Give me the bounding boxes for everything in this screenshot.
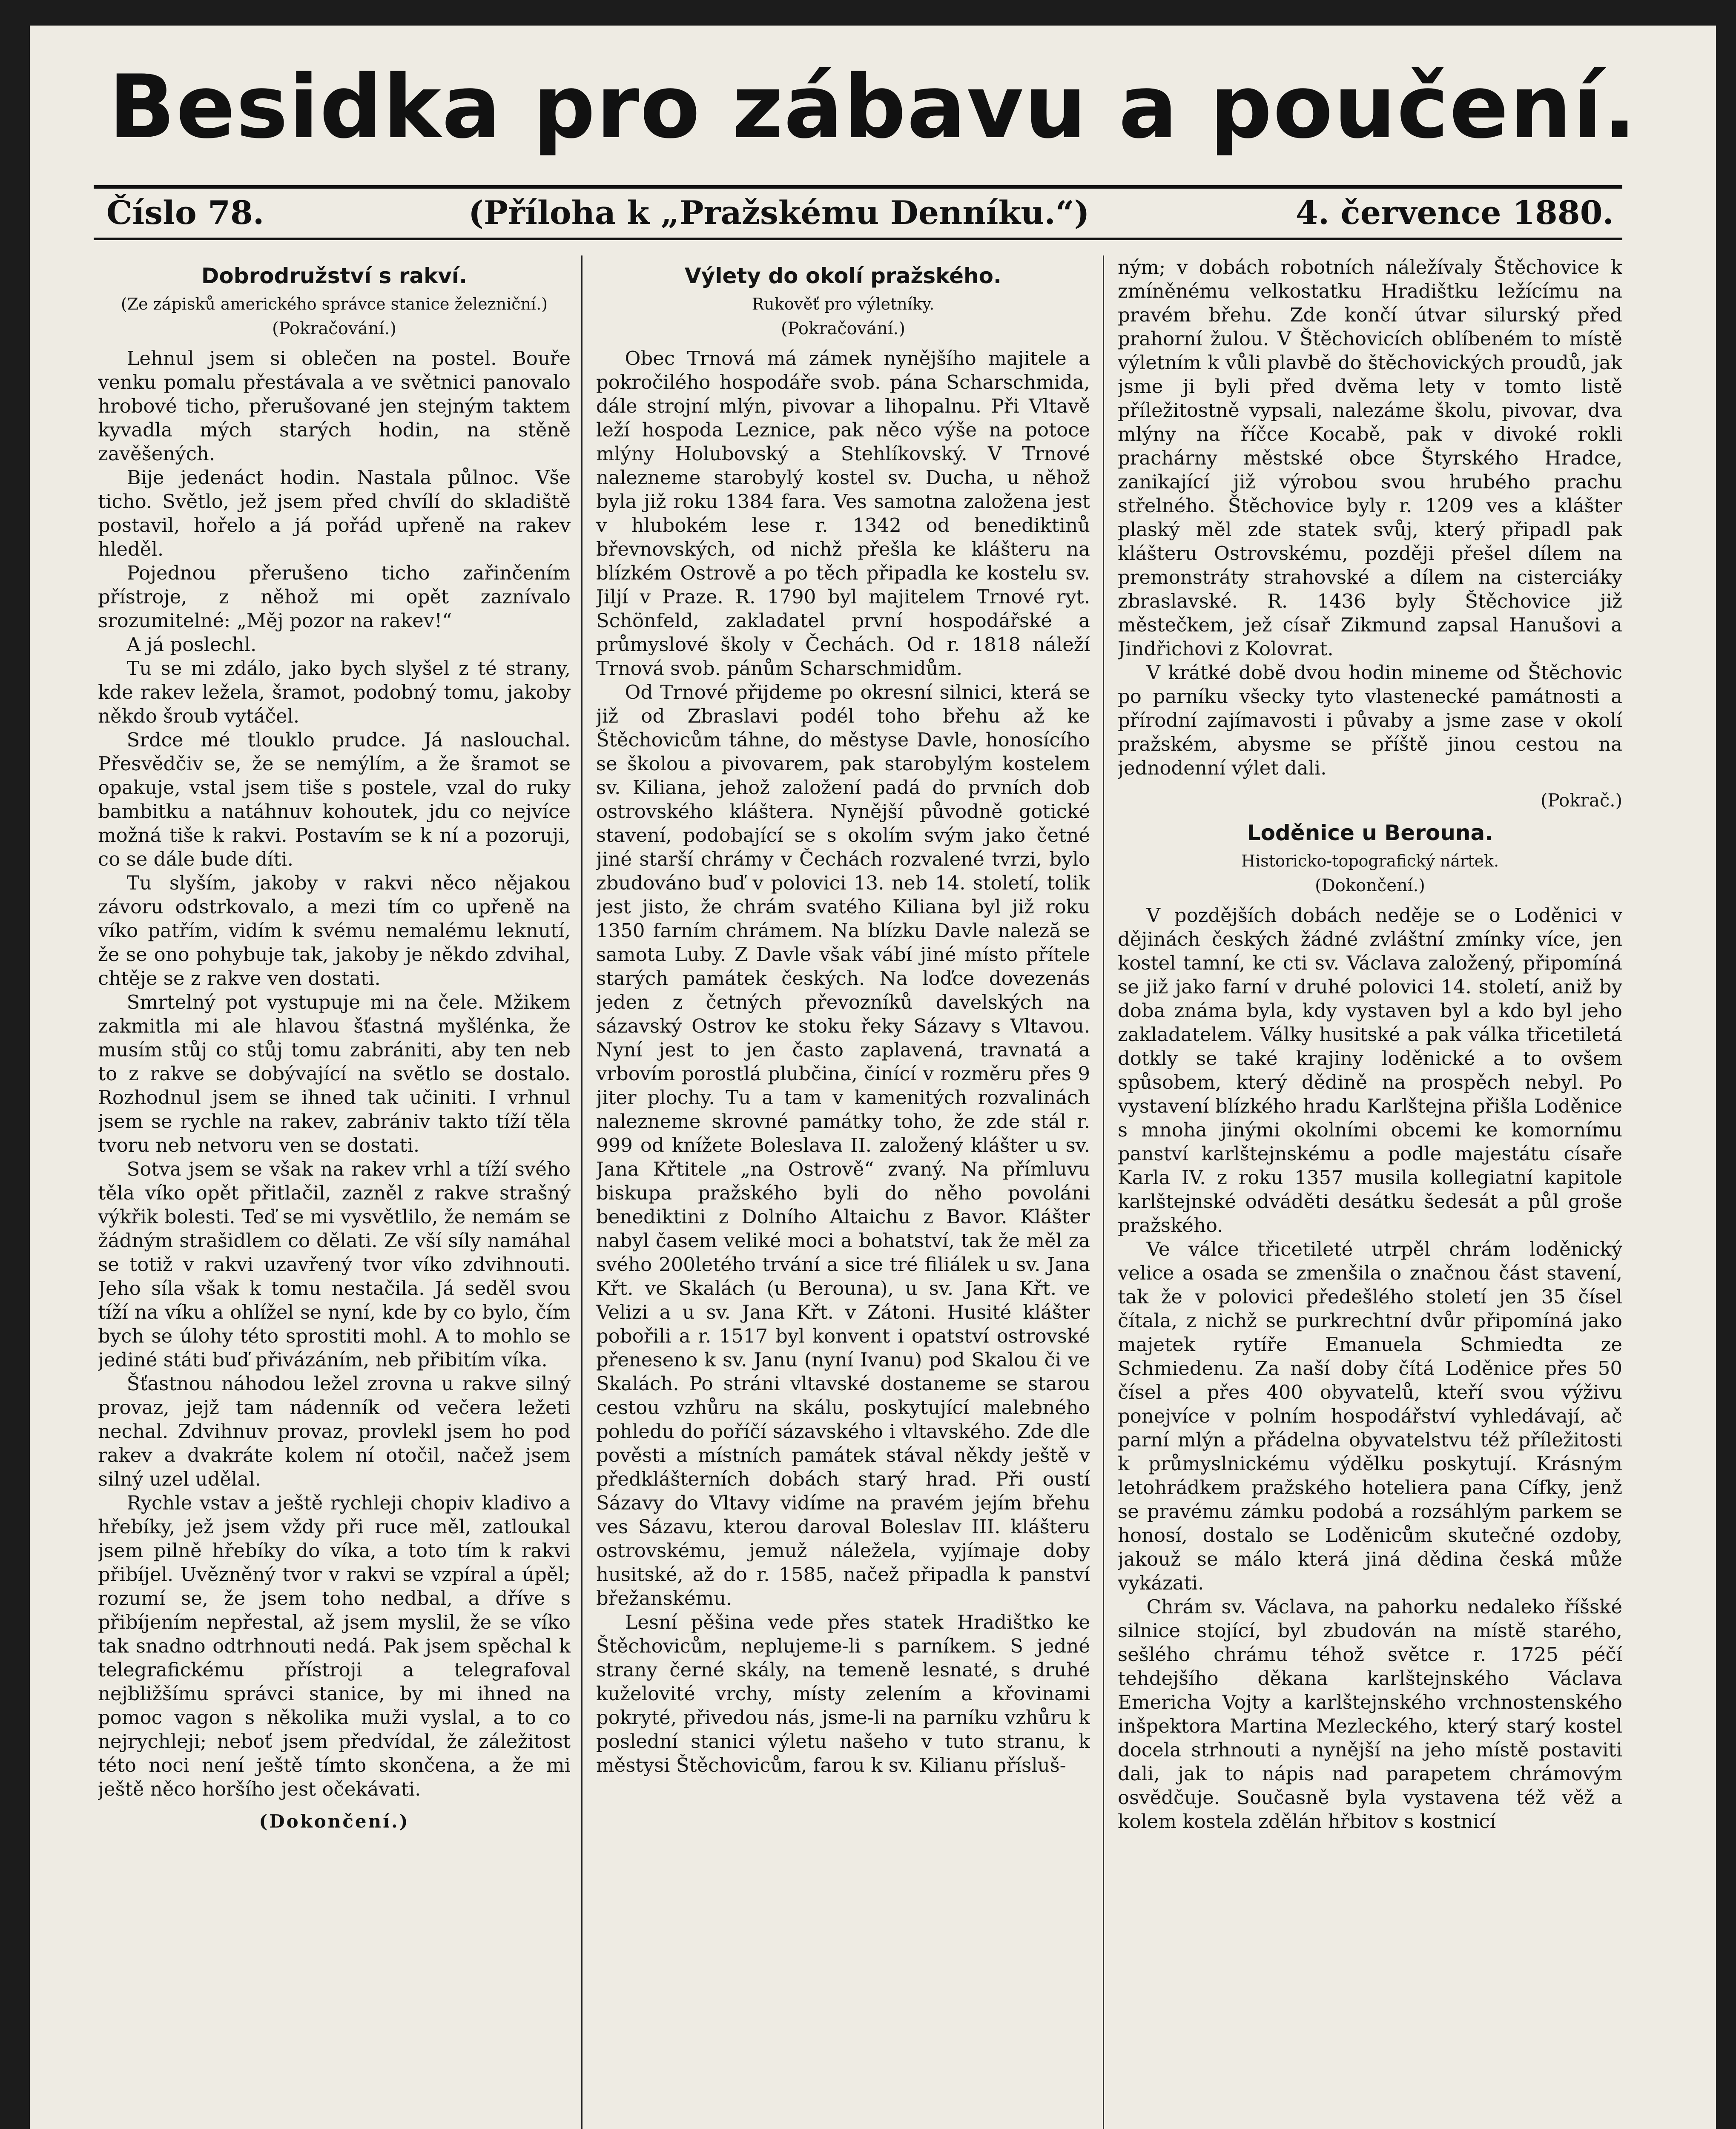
end-note: (Dokončení.) — [259, 1811, 410, 1832]
paragraph: Pojednou přerušeno ticho zařinčením přístroje, z něhož mi opět zaznívalo srozumitelné: „Měj pozor na rakev!“ — [98, 562, 571, 632]
paragraph: Bije jedenáct hodin. Nastala půlnoc. Vše ticho. Světlo, jež jsem před chvílí do skladiště postavil, hořelo a já pořád upřeně na rakev hleděl. — [98, 466, 571, 560]
article-title: Dobrodružství s rakví. — [201, 264, 468, 288]
paragraph: Ve válce třicetileté utrpěl chrám loděnický velice a osada se zmenšila o značnou část stavení, tak že v polovici předešlého století jen 35 čísel čítala, z nichž se purkrechtní dvůr připomíná jako majetek rytíře Emanuela Schmiedta ze Schmiedenu. Za naší doby čítá Loděnice přes 50 čísel a přes 400 obyvatelů, kteří svou výživu ponejvíce v polním hospodářství vyhledávají, ač parní mlýn a přádelna obyvatelstvu též příležitosti k průmyslnickému výdělku poskytují. Krásným letohrádkem pražského hoteliera pana Cífky, jenž se pravému zámku podobá a rozsáhlým parkem se honosí, dostalo se Loděnicům skutečné ozdoby, jakouž se málo která jiná dědina česká může vykázati. — [1118, 1238, 1622, 1594]
article-subtitle: Rukověť pro výletníky. — [752, 295, 935, 313]
paragraph: Srdce mé tlouklo prudce. Já naslouchal. Přesvědčiv se, že se nemýlím, a že šramot se opakuje, vstal jsem tiše s postele, vzal do ruky bambitku a natáhnuv kohoutek, jdu co nejvíce možná tiše k rakvi. Postavím se k ní a pozoruji, co se dále bude díti. — [98, 729, 571, 870]
article-subtitle: Historicko-topografický nártek. — [1241, 852, 1499, 870]
article-subtitle: (Ze zápisků amerického správce stanice železniční.) — [121, 295, 548, 313]
continuation-tail: (Pokrač.) — [1540, 790, 1622, 811]
article-title: Výlety do okolí pražského. — [685, 264, 1001, 288]
masthead-rule-bottom — [94, 238, 1622, 240]
paragraph: Lehnul jsem si oblečen na postel. Bouře venku pomalu přestávala a ve světnici panovalo hrobové ticho, přerušované jen stejným taktem kyvadla mých starých hodin, na stěně zavěšených. — [98, 347, 571, 465]
continuation-note: (Pokračování.) — [781, 319, 905, 339]
paragraph: Smrtelný pot vystupuje mi na čele. Mžikem zakmitla mi ale hlavou šťastná myšlénka, že musím stůj co stůj tomu zabrániti, aby ten neb to z rakve se dobývající na světlo se dostalo. Rozhodnul jsem se ihned tak učiniti. I vrhnul jsem se rychle na rakev, zabrániv takto tíží těla tvoru neb netvoru ven se dostati. — [98, 991, 571, 1156]
paragraph: V krátké době dvou hodin mineme od Štěchovic po parníku všecky tyto vlastenecké památnosti a přírodní zajímavosti i půvaby a jsme zase v okolí pražském, abysme se příště jinou cestou na jednodenní výlet dali. — [1118, 661, 1622, 779]
article-title: Loděnice u Berouna. — [1247, 821, 1493, 845]
paragraph: Tu slyším, jakoby v rakvi něco nějakou závoru odstrkovalo, a mezi tím co upřeně na víko patřím, vidím k svému nemalému leknutí, že se ono pohybuje tak, jakoby je někdo zdvihal, chtěje se z rakve ven dostati. — [98, 872, 571, 990]
issue-date: 4. července 1880. — [1295, 194, 1614, 232]
paragraph: A já poslechl. — [126, 633, 257, 656]
column-1 — [98, 255, 571, 2129]
column-3 — [1118, 255, 1622, 2129]
column-divider — [581, 255, 582, 2129]
paragraph: Od Trnové přijdeme po okresní silnici, která se již od Zbraslavi podél toho břehu až ke Štěchovicům táhne, do městyse Davle, honosícího se školou a pivovarem, pak starobylým kostelem sv. Kiliana, jehož založení padá do prvních dob ostrovského kláštera. Nynější původně gotické stavení, podobající se s okolím svým jako četné jiné starší chrámy v Čechách rozvalené tvrzi, bylo zbudováno buď v polovici 13. neb 14. století, tolik jest jisto, že chrám svatého Kiliana byl již roku 1350 farním chrámem. Na blízku Davle naleză se samota Luby. Z Davle však vábí jiné místo přítele starých památek českých. Na loďce dovezenás jeden z četných převozníků davelských na sázavský Ostrov ke stoku řeky Sázavy s Vltavou. Nyní jest to jen často zaplavená, travnatá a vrbovím porostlá plubčina, činící v rozměru přes 9 jiter plochy. Tu a tam v kamenitých rozvalinách nalezneme skrovné památky toho, že zde stál r. 999 od knížete Boleslava II. založený klášter u sv. Jana Křtitele „na Ostrově“ zvaný. Na přímluvu biskupa pražského byli do něho povoláni benediktini z Dolního Altaichu z Bavor. Klášter nabyl časem veliké moci a bohatství, tak že měl za svého 200letého trvání a sice tré filiálek u sv. Jana Křt. ve Skalách (u Berouna), u sv. Jana Křt. ve Velizi a u sv. Jana Křt. v Zátoni. Husité klášter pobořili a r. 1517 byl konvent i opatství ostrovské přeneseno k sv. Janu (nyní Ivanu) pod Skalou či ve Skalách. Po stráni vltavské dostaneme se starou cestou vzhůru na skálu, poskytující malebného pohledu do poříčí sázavského i vltavského. Zde dle pověsti a místních památek stával někdy ještě v předklášterních dobách starý hrad. Při oustí Sázavy do Vltavy vidíme na pravém jejím břehu ves Sázavu, kterou daroval Boleslav III. klášteru ostrovskému, jemuž náležela, vyjímaje doby husitské, až do r. 1585, načež připadla k panství břežanskému. — [596, 681, 1090, 1610]
paragraph: V pozdějších dobách neděje se o Loděnici v dějinách českých žádné zvláštní zmínky více, jen kostel tamní, ke cti sv. Václava založený, připomíná se již jako farní v druhé polovici 14. století, aniž by doba známa byla, kdy vystaven byl a kdo byl jeho zakladatelem. Války husitské a pak válka třicetiletá dotkly se také krajiny loděnické a to ovšem spůsobem, který dědině na prospěch nebyl. Po vystavení blízkého hradu Karlštejna přišla Loděnice s mnoha jinými okolními obcemi ke komornímu panství karlštejnskému a podle majestátu císaře Karla IV. z roku 1357 musila kollegiatní kapitole karlštejnské odváděti desátku šedesát a půl groše pražského. — [1118, 904, 1622, 1237]
continuation-note: (Dokončení.) — [1315, 876, 1425, 895]
issue-number: Číslo 78. — [106, 194, 264, 232]
column-2 — [596, 255, 1090, 2129]
continuation-note: (Pokračování.) — [272, 319, 396, 339]
masthead-rule-top — [94, 185, 1622, 189]
paragraph: Tu se mi zdálo, jako bych slyšel z té strany, kde rakev ležela, šramot, podobný tomu, jakoby někdo šroub vytáčel. — [98, 657, 571, 727]
paragraph: Šťastnou náhodou ležel zrovna u rakve silný provaz, jejž tam nádenník od večera ležeti nechal. Zdvihnuv provaz, provlekl jsem ho pod rakev a dvakráte kolem ní otočil, načež jsem silný uzel udělal. — [98, 1372, 571, 1490]
issue-bar — [106, 192, 1614, 233]
newspaper-page — [30, 26, 1716, 2129]
paragraph: Lesní pěšina vede přes statek Hradištko ke Štěchovicům, neplujeme-li s parníkem. S jedné strany černé skály, na temeně lesnaté, s druhé kuželovité vrchy, místy zelením a křovinami pokryté, přivedou nás, jsme-li na parníku vzhůru k poslední stanici výletu našeho v tuto stranu, k městysi Štěchovicům, farou k sv. Kilianu přísluš- — [596, 1611, 1090, 1776]
paragraph: ným; v dobách robotních náležívaly Štěchovice k zmíněnému velkostatku Hradištku ležícímu na pravém břehu. Zde končí útvar silurský před prahorní žulou. V Štěchovicích oblíbeném to místě výletním k vůli plavbě do štěchovických proudů, jak jsme ji byli před dvěma lety v tomto listě příležitostně vypsali, nalezáme školu, pivovar, dva mlýny na říčce Kocabě, pak v divoké rokli prachárny městské obce Štyrského Hradce, zanikající již výrobou svou hrubého prachu střelného. Štěchovice byly r. 1209 ves a klášter plaský měl zde statek svůj, který připadl pak klášteru Ostrovskému, později přešel dílem na premonstráty strahovské a dílem na cisterciáky zbraslavské. R. 1436 byly Štěchovice již městečkem, jež císař Zikmund zapsal Hanušovi a Jindřichovi z Kolovrat. — [1118, 256, 1622, 660]
paragraph: Sotva jsem se však na rakev vrhl a tíží svého těla víko opět přitlačil, zazněl z rakve strašný výkřik bolesti. Teď se mi vysvětlilo, že nemám se žádným strašidlem co dělati. Ze vší síly namáhal se totiž v rakvi uzavřený tvor víko zdvihnouti. Jeho síla však k tomu nestačila. Já seděl svou tíží na víku a ohlížel se nyní, kde by co bylo, čím bych se úlohy této sprostiti mohl. A to mohlo se jediné státi buď přivázáním, neb přibitím víka. — [98, 1158, 571, 1371]
paragraph: Obec Trnová má zámek nynějšího majitele a pokročilého hospodáře svob. pána Scharschmida, dále strojní mlýn, pivovar a lihopalnu. Při Vltavě leží hospoda Leznice, pak něco výše na potoce mlýny Holubovský a Stehlíkovský. V Trnové nalezneme starobylý kostel sv. Ducha, u něhož byla již roku 1384 fara. Ves samotna založena jest v hlubokém lese r. 1342 od benediktinů břevnovských, od nichž přešla ke klášteru na blízkém Ostrově a po těch připadla ke kostelu sv. Jiljí v Praze. R. 1790 byl majitelem Trnové ryt. Schönfeld, zakladatel první hospodářské a průmyslové školy v Čechách. Od r. 1818 náleží Trnová svob. pánům Scharschmidům. — [596, 347, 1090, 680]
masthead-title: Besidka pro zábavu a poučení. — [109, 57, 1637, 158]
column-divider — [1103, 255, 1104, 2129]
paragraph: Chrám sv. Václava, na pahorku nedaleko říšské silnice stojící, byl zbudován na místě starého, sešlého chrámu téhož světce r. 1725 péčí tehdejšího děkana karlštejnského Václava Emericha Vojty a karlštejnského vrchnostenského inšpektora Martina Mezleckého, který starý kostel docela strhnouti a nynější na jeho místě postaviti dali, jak to nápis nad parapetem chrámovým osvědčuje. Současně byla vystavena též věž a kolem kostela zdělán hřbitov s kostnicí — [1118, 1595, 1622, 1833]
supplement-note: (Příloha k „Pražskému Denníku.“) — [468, 194, 1090, 232]
paragraph: Rychle vstav a ještě rychleji chopiv kladivo a hřebíky, jež jsem vždy při ruce měl, zatloukal jsem pilně hřebíky do víka, a toto tím k rakvi přibíjel. Uvězněný tvor v rakvi se vzpíral a úpěl; rozumí se, že jsem toho nedbal, a dříve s přibíjením nepřestal, až jsem myslil, že se víko tak snadno odtrhnouti nedá. Pak jsem spěchal k telegrafickému přístroji a telegrafoval nejbližšímu správci stanice, by mi ihned na pomoc vagon s několika muži vyslal, a to co nejrychleji; neboť jsem předvídal, že záležitost této noci není ještě tímto skončena, a že mi ještě něco horšího jest očekávati. — [98, 1492, 571, 1800]
